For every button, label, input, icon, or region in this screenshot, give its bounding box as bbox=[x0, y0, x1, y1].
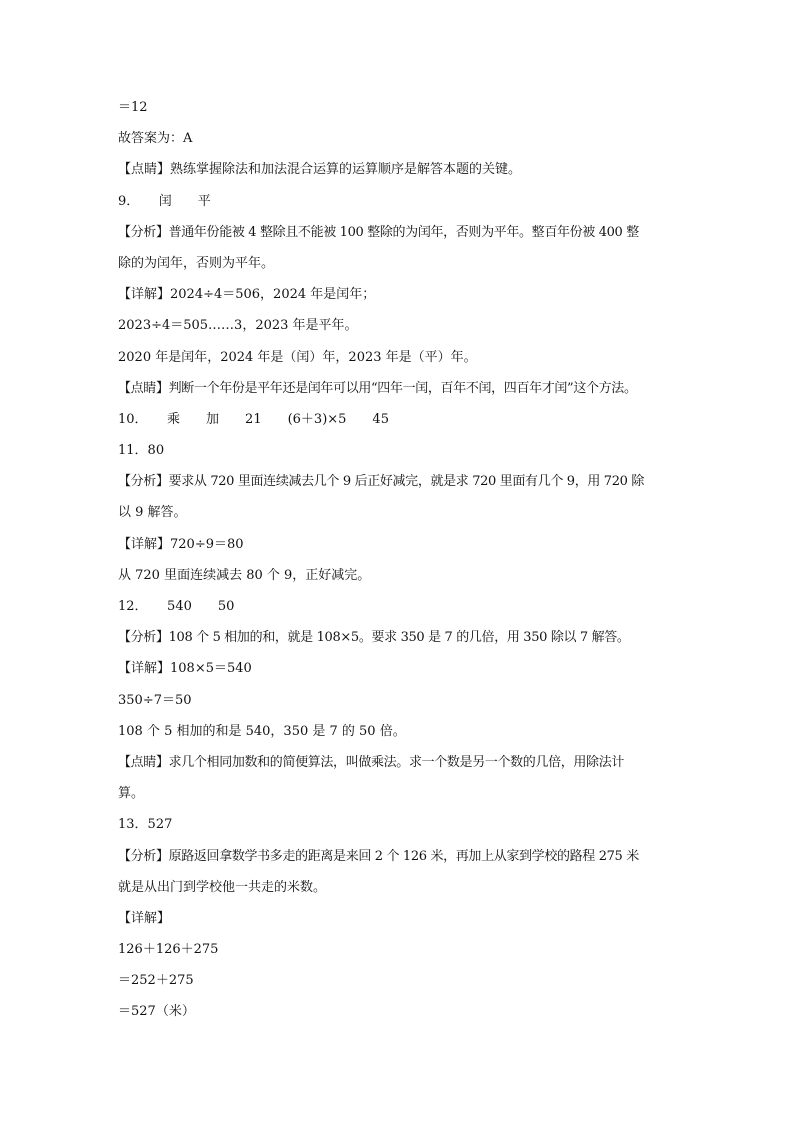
answer-12: 12． 540 50 bbox=[118, 599, 235, 614]
answer-11: 11．80 bbox=[118, 443, 165, 459]
analysis-paragraph: 【分析】原路返回拿数学书多走的距离是来回 2 个 126 米，再加上从家到学校的路程 275 米 bbox=[118, 848, 639, 864]
equation-line: ＝252＋275 bbox=[118, 973, 194, 989]
analysis-paragraph: 除的为闰年，否则为平年。 bbox=[118, 255, 275, 271]
key-point-paragraph: 【点睛】判断一个年份是平年还是闰年可以用“四年一闰，百年不闰，四百年才闰”这个方法。 bbox=[118, 380, 637, 396]
answer-13: 13．527 bbox=[118, 817, 173, 833]
analysis-paragraph: 就是从出门到学校他一共走的米数。 bbox=[118, 879, 327, 895]
analysis-paragraph: 【分析】108 个 5 相加的和，就是 108×5。要求 350 是 7 的几倍，用 350 除以 7 解答。 bbox=[118, 630, 630, 646]
detail-paragraph: 从 720 里面连续减去 80 个 9，正好减完。 bbox=[118, 567, 371, 583]
detail-paragraph: 【详解】720÷9＝80 bbox=[118, 536, 244, 552]
answer-line: 故答案为：A bbox=[118, 131, 193, 147]
detail-paragraph: 【详解】2024÷4＝506，2024 年是闰年； bbox=[118, 287, 376, 303]
detail-heading: 【详解】 bbox=[118, 910, 171, 926]
equation-line: ＝12 bbox=[118, 100, 148, 115]
key-point-paragraph: 【点睛】求几个相同加数和的简便算法，叫做乘法。求一个数是另一个数的几倍，用除法计 bbox=[118, 754, 625, 770]
answer-9: 9． 闰 平 bbox=[118, 193, 211, 209]
detail-paragraph: 【详解】108×5＝540 bbox=[118, 661, 252, 677]
detail-paragraph: 2023÷4＝505……3，2023 年是平年。 bbox=[118, 318, 358, 334]
key-point-paragraph: 算。 bbox=[118, 786, 145, 802]
detail-paragraph: 108 个 5 相加的和是 540，350 是 7 的 50 倍。 bbox=[118, 723, 406, 739]
answer-10: 10． 乘 加 21 (6＋3)×5 45 bbox=[118, 411, 389, 427]
detail-paragraph: 350÷7＝50 bbox=[118, 692, 192, 708]
equation-line: 126＋126＋275 bbox=[118, 942, 219, 958]
detail-paragraph: 2020 年是闰年，2024 年是（闰）年，2023 年是（平）年。 bbox=[118, 349, 477, 365]
analysis-paragraph: 【分析】普通年份能被 4 整除且不能被 100 整除的为闰年，否则为平年。整百年份被 400 整 bbox=[118, 224, 639, 240]
key-point-paragraph: 【点睛】熟练掌握除法和加法混合运算的运算顺序是解答本题的关键。 bbox=[118, 162, 522, 178]
equation-line: ＝527（米） bbox=[118, 1004, 195, 1020]
analysis-paragraph: 【分析】要求从 720 里面连续减去几个 9 后正好减完，就是求 720 里面有几个 9，用 720 除 bbox=[118, 474, 644, 490]
analysis-paragraph: 以 9 解答。 bbox=[118, 505, 187, 521]
